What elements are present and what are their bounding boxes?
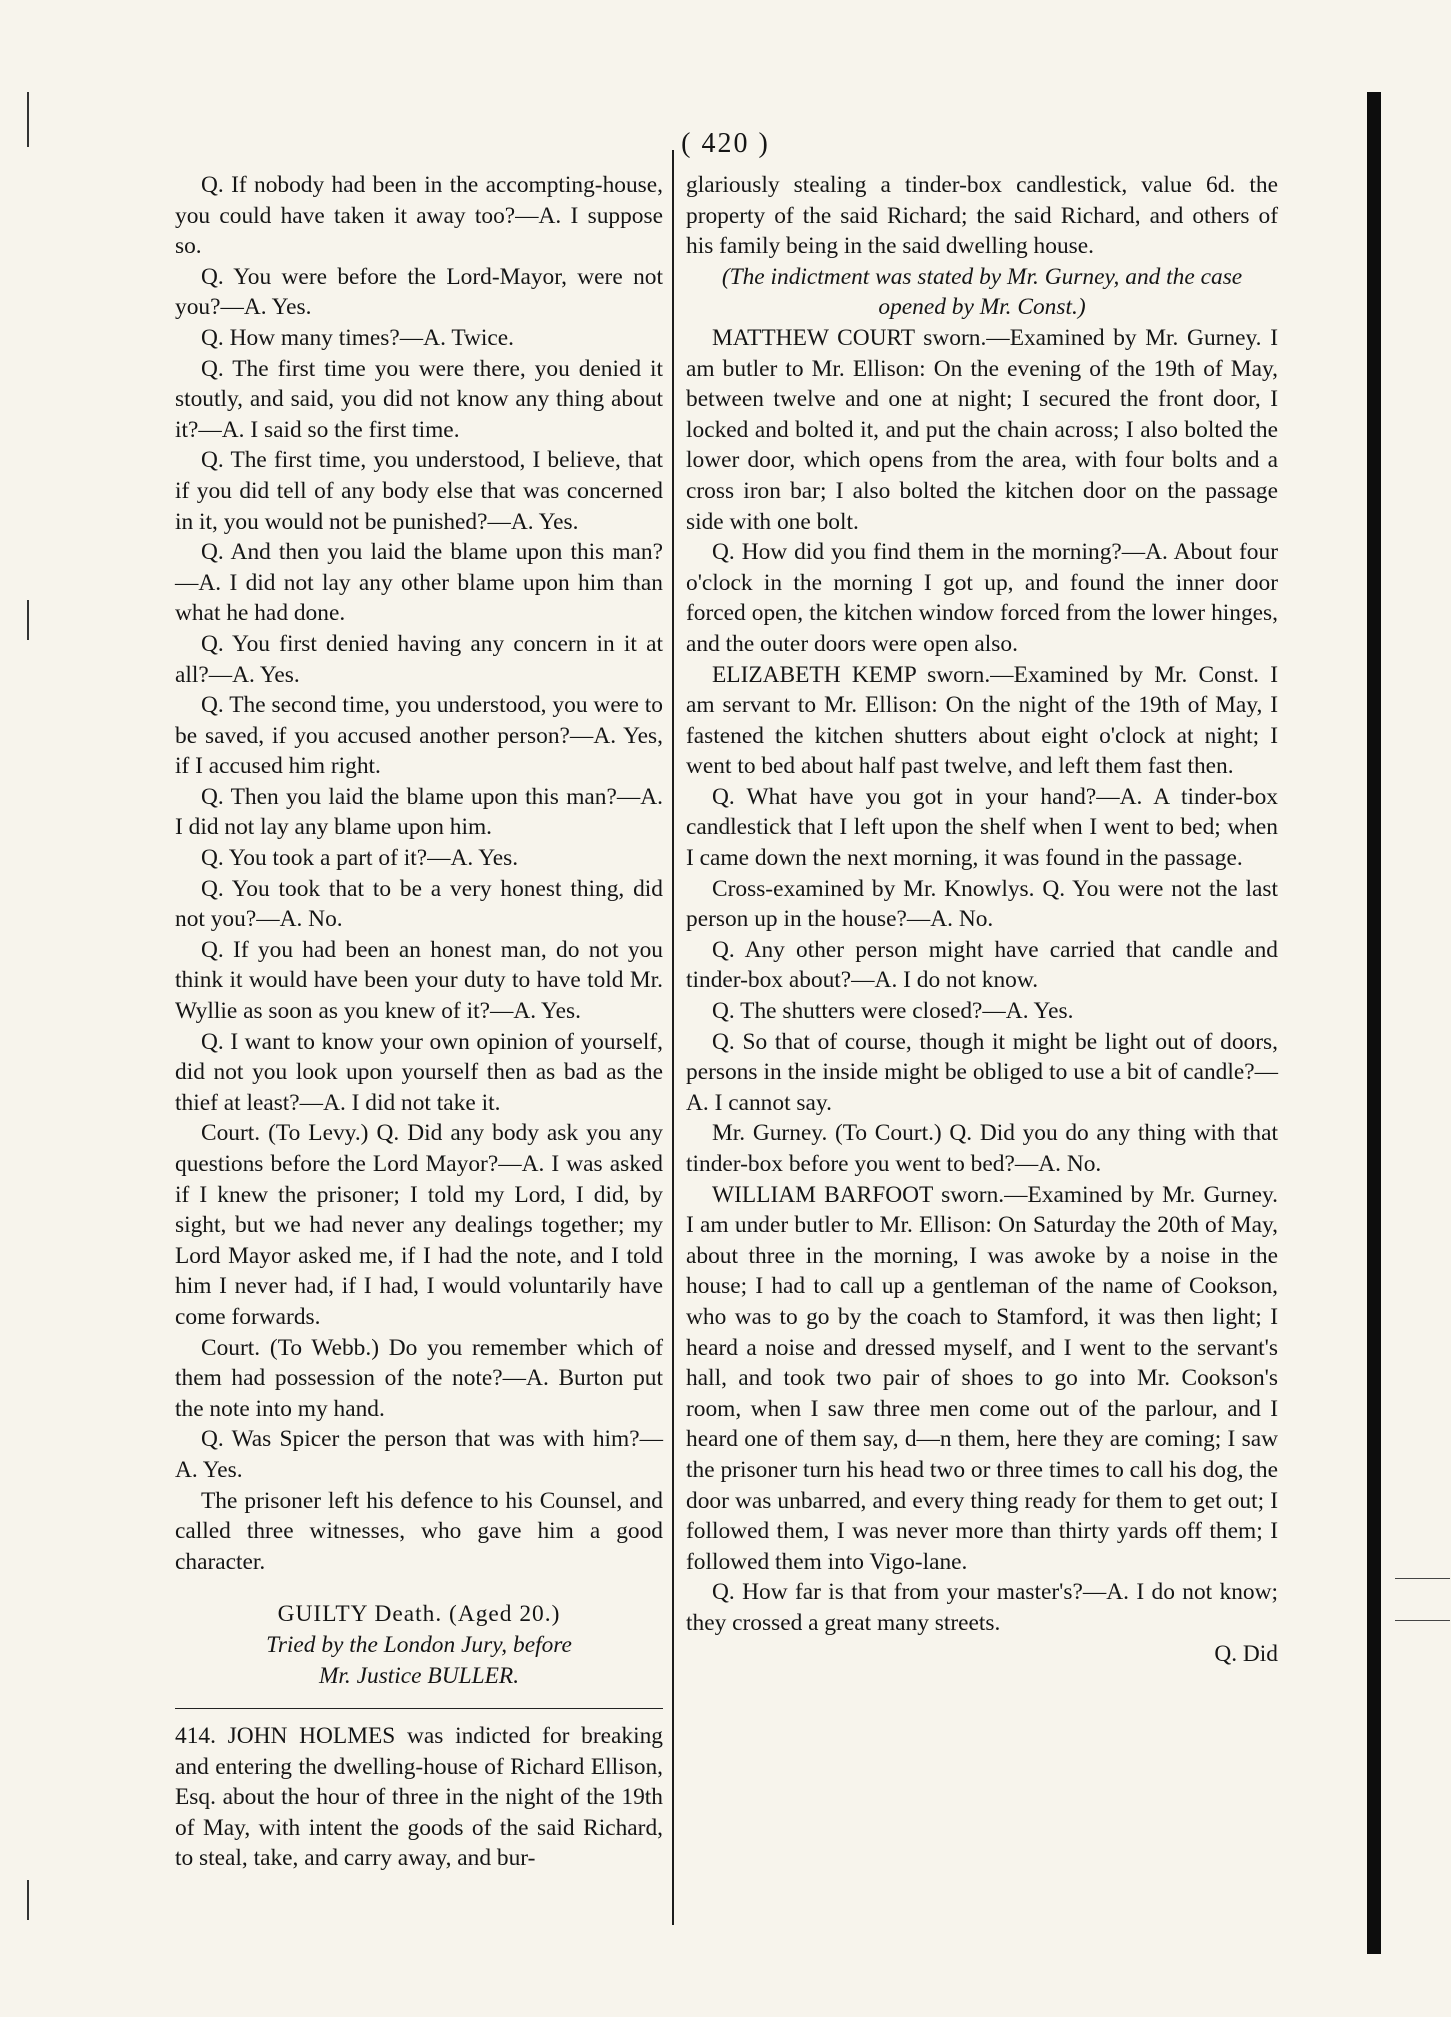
left-edge-mark (27, 600, 29, 640)
qa-paragraph: Q. And then you laid the blame upon this man?—A. I did not lay any other blame upon him than what he had done. (175, 539, 663, 627)
qa-paragraph: Q. The second time, you understood, you were to be saved, if you accused another person?—A. Yes, if I accused him right. (175, 692, 663, 780)
verdict: GUILTY Death. (Aged 20.) (277, 1601, 561, 1628)
qa-paragraph: Q. How did you find them in the morning?—A. About four o'clock in the morning I got up, and found the inner door forced open, the kitchen window forced from the lower hinges, and the outer doors were open also. (686, 539, 1278, 657)
case-paragraph: 414. JOHN HOLMES was indicted for breaking and entering the dwelling-house of Richard Ellison, Esq. about the hour of three in the night of the 19th of May, with intent the goods of the said Richard, to steal, take, and carry away, and bur- (175, 1723, 663, 1872)
trial-line: Mr. Justice BULLER. (318, 1662, 520, 1689)
qa-paragraph: Q. I want to know your own opinion of yourself, did not you look upon yourself then as bad as the thief at least?—A. I did not take it. (175, 1028, 663, 1116)
qa-paragraph: Q. What have you got in your hand?—A. A tinder-box candlestick that I left upon the shelf when I went to bed; when I came down the next morning, it was found in the passage. (686, 783, 1278, 872)
qa-paragraph: Q. The first time you were there, you denied it stoutly, and said, you did not know any thing about it?—A. I said so the first time. (175, 355, 663, 443)
qa-paragraph: Q. So that of course, though it might be light out of doors, persons in the inside might be obliged to use a bit of candle?—A. I cannot say. (686, 1028, 1278, 1116)
qa-paragraph: Q. How many times?—A. Twice. (201, 324, 514, 351)
qa-paragraph: Q. How far is that from your master's?—A. I do not know; they crossed a great many streets. (686, 1579, 1278, 1636)
continuation-paragraph: glariously stealing a tinder-box candlestick, value 6d. the property of the said Richard; the said Richard, and others of his family being in the said dwelling house. (686, 172, 1278, 260)
court-paragraph: Court. (To Levy.) Q. Did any body ask you any questions before the Lord Mayor?—A. I was asked if I knew the prisoner; I told my Lord, I did, by sight, but we had never any dealings together; my Lord Mayor asked me, if I had the note, and I told him I never had, if I had, I would voluntarily have come forwards. (175, 1120, 663, 1330)
qa-paragraph: Q. If nobody had been in the accompting-house, you could have taken it away too?—A. I suppose so. (175, 172, 663, 260)
qa-paragraph: Q. If you had been an honest man, do not you think it would have been your duty to have told Mr. Wyllie as soon as you knew of it?—A. Yes. (175, 936, 663, 1025)
defence-paragraph: The prisoner left his defence to his Counsel, and called three witnesses, who gave him a good character. (175, 1487, 663, 1575)
case-separator (175, 1708, 663, 1709)
left-edge-mark (27, 1880, 29, 1920)
witness-paragraph: WILLIAM BARFOOT sworn.—Examined by Mr. Gurney. I am under butler to Mr. Ellison: On Saturday the 20th of May, about three in the morning, I was awoke by a noise in the house; I had to call up a gentleman of the name of Cookson, who was to go by the coach to Stamford, it was then light; I heard a noise and dressed myself, and I went to the servant's hall, and took two pair of shoes to go into Mr. Cookson's room, when I saw three men come out of the parlour, and I heard one of them say, d—n them, here they are coming; I saw the prisoner turn his head two or three times to call his dog, the door was unbarred, and every thing ready for them to get out; I followed them, I was never more than thirty yards off them; I followed them into Vigo-lane. (686, 1181, 1278, 1575)
cross-exam-paragraph: Cross-examined by Mr. Knowlys. Q. You were not the last person up in the house?—A. No. (686, 875, 1278, 933)
left-column (175, 170, 663, 1874)
qa-paragraph: Q. The shutters were closed?—A. Yes. (712, 998, 1074, 1025)
witness-paragraph: MATTHEW COURT sworn.—Examined by Mr. Gurney. I am butler to Mr. Ellison: On the evening of the 19th of May, between twelve and one at night; I secured the front door, I locked and bolted it, and put the chain across; I also bolted the lower door, which opens from the area, with four bolts and a cross iron bar; I also bolted the kitchen door on the passage side with one bolt. (686, 324, 1278, 535)
qa-paragraph: Q. Was Spicer the person that was with him?—A. Yes. (175, 1426, 663, 1483)
qa-paragraph: Q. You took that to be a very honest thing, did not you?—A. No. (175, 875, 663, 933)
qa-paragraph: Q. You were before the Lord-Mayor, were not you?—A. Yes. (175, 263, 663, 321)
trial-line: Tried by the London Jury, before (266, 1631, 572, 1658)
left-edge-mark (27, 92, 29, 147)
right-edge-bar (1367, 92, 1381, 1954)
witness-paragraph: ELIZABETH KEMP sworn.—Examined by Mr. Const. I am servant to Mr. Ellison: On the night of the 19th of May, I fastened the kitchen shutters about eight o'clock at night; I went to bed about half past twelve, and left them fast then. (686, 661, 1278, 780)
page-number: ( 420 ) (681, 128, 770, 159)
margin-mark (1395, 1578, 1450, 1579)
right-column (686, 170, 1278, 1669)
qa-paragraph: Q. You took a part of it?—A. Yes. (201, 845, 519, 872)
indictment-note: (The indictment was stated by Mr. Gurney, and the case opened by Mr. Const.) (721, 263, 1243, 321)
qa-paragraph: Mr. Gurney. (To Court.) Q. Did you do any thing with that tinder-box before you went to bed?—A. No. (686, 1120, 1278, 1177)
margin-mark (1395, 1620, 1450, 1621)
qa-paragraph: Q. You first denied having any concern in it at all?—A. Yes. (175, 630, 663, 688)
court-paragraph: Court. (To Webb.) Do you remember which of them had possession of the note?—A. Burton put the note into my hand. (175, 1334, 663, 1422)
column-rule (672, 150, 674, 1925)
catchword: Q. Did (1214, 1640, 1278, 1667)
qa-paragraph: Q. Any other person might have carried that candle and tinder-box about?—A. I do not know. (686, 936, 1278, 994)
qa-paragraph: Q. The first time, you understood, I believe, that if you did tell of any body else that was concerned in it, you would not be punished?—A. Yes. (175, 447, 663, 535)
qa-paragraph: Q. Then you laid the blame upon this man?—A. I did not lay any blame upon him. (175, 783, 663, 841)
